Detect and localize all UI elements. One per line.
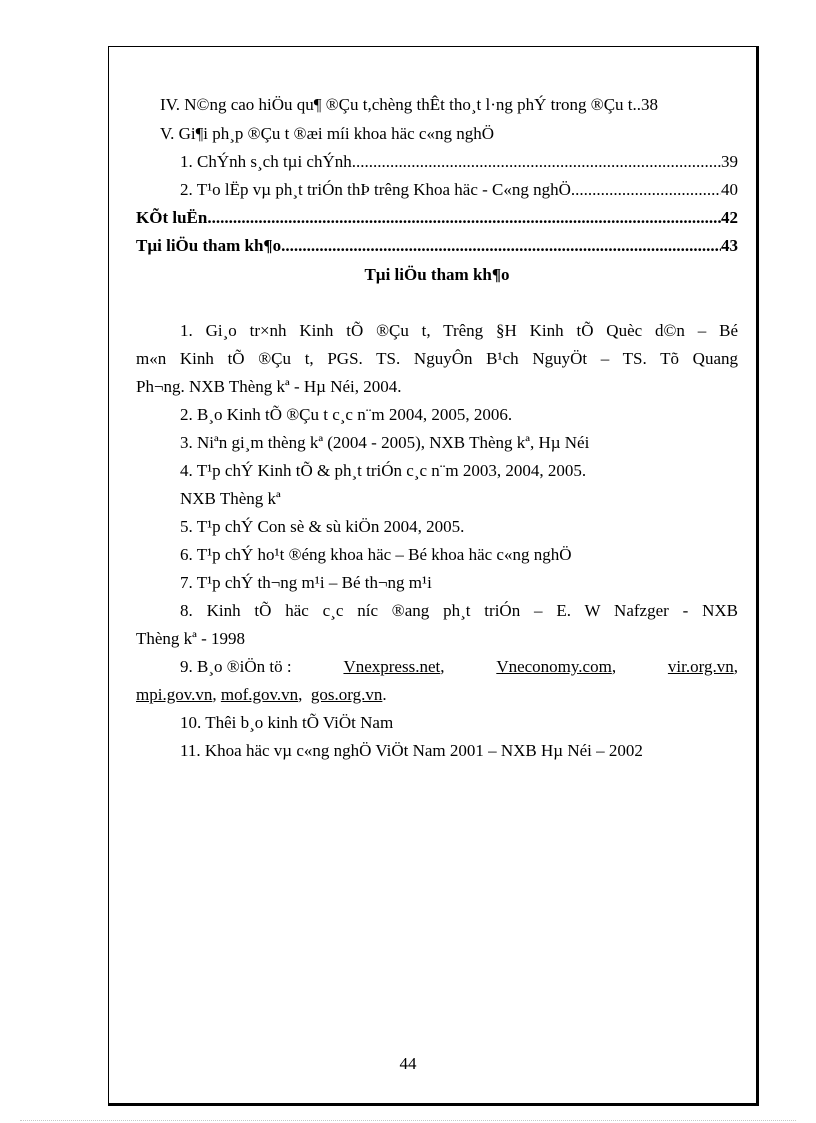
reference-item-continuation: mpi.gov.vn, mof.gov.vn, gos.org.vn. bbox=[136, 685, 387, 704]
website-link[interactable]: mof.gov.vn bbox=[220, 685, 299, 704]
reference-item-continuation: Ph¬ng. NXB Thèng kª - Hµ Néi, 2004. bbox=[136, 377, 402, 396]
reference-item: 3. Niªn gi¸m thèng kª (2004 - 2005), NXB Thèng kª, Hµ Néi bbox=[180, 433, 590, 452]
toc-entry-bold bbox=[136, 207, 738, 229]
toc-entry-page: 40 bbox=[721, 180, 738, 199]
toc-leader bbox=[281, 235, 721, 257]
toc-entry-page: 42 bbox=[721, 208, 738, 227]
reference-item: 11. Khoa häc vµ c«ng nghÖ ViÖt Nam 2001 – NXB Hµ Néi – 2002 bbox=[180, 741, 643, 760]
reference-item-continuation: Thèng kª - 1998 bbox=[136, 629, 246, 648]
toc-entry-title: V. Gi¶i ph¸p ®Çu t ®æi míi khoa häc c«ng nghÖ bbox=[160, 124, 495, 143]
toc-entry-title: IV. N©ng cao hiÖu qu¶ ®Çu t,chèng thÊt tho¸t l·ng phÝ trong ®Çu t bbox=[160, 95, 633, 114]
toc-entry-title: Tµi liÖu tham kh¶o bbox=[136, 236, 282, 255]
toc-entry bbox=[136, 94, 738, 116]
toc-entry-page: 39 bbox=[721, 152, 738, 171]
section-heading: Tµi liÖu tham kh¶o bbox=[364, 265, 510, 284]
reference-item: 7. T¹p chÝ th¬ng m¹i – Bé th¬ng m¹i bbox=[180, 573, 432, 592]
page-number: 44 bbox=[399, 1054, 417, 1073]
reference-item: 4. T¹p chÝ Kinh tÕ & ph¸t triÓn c¸c n¨m 2003, 2004, 2005. bbox=[180, 461, 587, 480]
website-link[interactable]: Vneconomy.com bbox=[496, 657, 612, 676]
toc-entry-title: 1. ChÝnh s¸ch tµi chÝnh bbox=[180, 152, 352, 171]
toc-leader bbox=[571, 179, 721, 201]
toc-entry-page: 43 bbox=[721, 236, 738, 255]
reference-item: 1. Gi¸o tr×nh Kinh tÕ ®Çu t, Trêng §H Kinh tÕ Quèc d©n – Bé bbox=[180, 321, 738, 340]
page-break-rule bbox=[20, 1120, 796, 1121]
toc-leader bbox=[207, 207, 721, 229]
website-link[interactable]: Vnexpress.net bbox=[343, 657, 441, 676]
website-link[interactable]: mpi.gov.vn bbox=[136, 685, 213, 704]
reference-item: 2. B¸o Kinh tÕ ®Çu t c¸c n¨m 2004, 2005, 2006. bbox=[180, 405, 513, 424]
toc-entry-title: KÕt luËn bbox=[136, 208, 208, 227]
toc-entry bbox=[136, 123, 762, 145]
toc-entry bbox=[136, 151, 738, 173]
reference-item: 5. T¹p chÝ Con sè & sù kiÖn 2004, 2005. bbox=[180, 517, 465, 536]
reference-item: 10. Thêi b¸o kinh tÕ ViÖt Nam bbox=[180, 713, 394, 732]
website-link[interactable]: gos.org.vn bbox=[310, 685, 383, 704]
reference-item: 6. T¹p chÝ ho¹t ®éng khoa häc – Bé khoa häc c«ng nghÖ bbox=[180, 545, 572, 564]
reference-item-continuation: NXB Thèng kª bbox=[180, 489, 281, 508]
website-link[interactable]: vir.org.vn bbox=[667, 657, 734, 676]
reference-item-continuation: m«n Kinh tÕ ®Çu t, PGS. TS. NguyÔn B¹ch NguyÖt – TS. Tõ Quang bbox=[136, 349, 738, 368]
reference-item-websites: 9. B¸o ®iÖn tö : Vnexpress.net, Vneconomy.com, vir.org.vn, bbox=[180, 657, 738, 676]
toc-entry bbox=[136, 179, 738, 201]
toc-leader bbox=[352, 151, 721, 173]
toc-entry-title: 2. T¹o lËp vµ ph¸t triÓn thÞ trêng Khoa häc - C«ng nghÖ bbox=[180, 180, 571, 199]
reference-label: 9. B¸o ®iÖn tö : bbox=[180, 657, 292, 676]
toc-entry-bold bbox=[136, 235, 738, 257]
reference-item: 8. Kinh tÕ häc c¸c níc ®ang ph¸t triÓn – E. W Nafzger - NXB bbox=[180, 601, 738, 620]
toc-entry-page: ..38 bbox=[632, 95, 659, 114]
